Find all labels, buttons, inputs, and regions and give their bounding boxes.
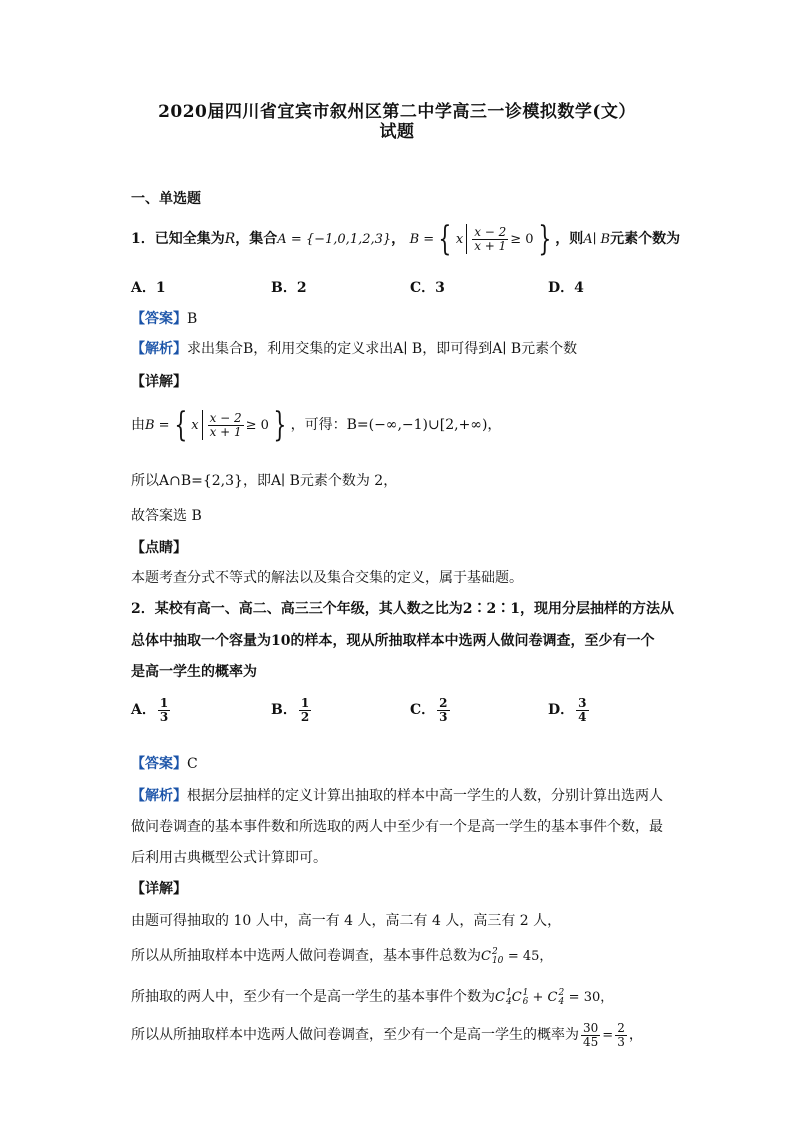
q2-detail-line2 (131, 945, 552, 966)
q2-option-b-label: B． (271, 702, 297, 719)
analysis-tag: 【解析】 (131, 788, 187, 804)
q1-then: ，则 (555, 231, 584, 247)
q2-b-num: 1 (300, 696, 310, 710)
q2-d3-math: = 30， (568, 990, 614, 1005)
q1-option-d: D．4 (548, 280, 584, 296)
q2-d4-den2: 3 (617, 1034, 625, 1049)
q2-option-d-label: D． (548, 702, 575, 719)
q1-answer (131, 308, 197, 328)
doc-title-line1: 2020届四川省宜宾市叙州区第二中学高三一诊模拟数学(文） (158, 102, 636, 122)
q1-detail-den: x + 1 (209, 424, 242, 439)
q2-d3-comb: C 1 4 C 1 6 + C 2 4 (495, 987, 565, 1007)
q2-answer (131, 753, 198, 773)
q2-detail-tag: 【详解】 (131, 881, 187, 897)
section-heading: 一、单选题 (131, 191, 201, 207)
q1-prefix: 1．已知全集为 (131, 231, 225, 247)
q2-analysis-line2: 做问卷调查的基本事件数和所选取的两人中至少有一个是高一学生的基本事件个数，最 (131, 819, 663, 835)
q2-d-num: 3 (578, 696, 587, 710)
q1-frac-den: x + 1 (474, 238, 507, 253)
q1-option-b: B．2 (271, 280, 307, 296)
q1-detail-from: 由 (131, 417, 145, 433)
q1-comment-tag: 【点睛】 (131, 540, 187, 556)
q1-B-lhs: B = (409, 232, 435, 247)
q1-comment: 本题考查分式不等式的解法以及集合交集的定义，属于基础题。 (131, 570, 523, 586)
q2-stem-line1: 2．某校有高一、高二、高三三个年级，其人数之比为2∶2∶1，现用分层抽样的方法从 (131, 601, 674, 617)
q2-option-c-label: C． (410, 702, 436, 719)
q1-detail-fraction (208, 412, 244, 438)
q2-d4-end: ， (628, 1027, 643, 1044)
q2-option-a-fraction (158, 697, 170, 723)
q1-detail-get: ，可得：B=(−∞,−1)∪[2,+∞)， (290, 417, 502, 433)
q1-answer-value: B (187, 311, 198, 327)
q2-d4-frac2 (615, 1022, 627, 1048)
q2-d2-comb: C 2 10 (481, 946, 504, 966)
q2-detail-line4 (131, 1022, 643, 1048)
q1-x: x (455, 232, 464, 247)
q2-detail-line1: 由题可得抽取的 10 人中，高一有 4 人，高二有 4 人，高三有 2 人， (131, 913, 562, 929)
q1-ge0: ≥ 0 (510, 232, 534, 247)
q1-option-a: A．1 (131, 280, 166, 296)
q1-detail-num: x − 2 (209, 410, 242, 425)
q2-d3-text: 所抽取的两人中，至少有一个是高一学生的基本事件个数为 (131, 989, 495, 1005)
q1-detail-ge0: ≥ 0 (245, 418, 269, 433)
right-brace-icon: } (537, 219, 551, 259)
q2-d4-num1: 30 (583, 1021, 599, 1035)
q2-d2-text: 所以从所抽取样本中选两人做问卷调查，基本事件总数为 (131, 948, 481, 964)
right-brace-icon: } (273, 405, 287, 445)
left-brace-icon: { (438, 219, 452, 259)
q1-frac-num: x − 2 (474, 224, 507, 239)
q1-detail-line2: 所以A∩B={2,3}，即A∣ B元素个数为 2， (131, 473, 398, 489)
q1-suffix: 元素个数为 (610, 231, 681, 247)
q2-d4-num2: 2 (617, 1021, 625, 1035)
q1-R: R (224, 231, 236, 247)
q1-option-c: C．3 (410, 280, 445, 296)
answer-tag: 【答案】 (131, 311, 187, 327)
q2-a-den: 3 (159, 709, 169, 724)
q1-detail-B: B = (145, 418, 170, 433)
q2-d-den: 4 (578, 709, 587, 724)
q2-analysis-line3: 后利用古典概型公式计算即可。 (131, 850, 327, 866)
q2-a-num: 1 (159, 696, 169, 710)
q1-detail-line3: 故答案选 B (131, 508, 202, 524)
q2-c-den: 3 (439, 709, 448, 724)
q1-analysis-text: 求出集合B，利用交集的定义求出A∣ B，即可得到A∣ B元素个数 (187, 341, 578, 357)
q2-option-b-fraction (299, 697, 311, 723)
q2-b-den: 2 (300, 709, 310, 724)
analysis-tag: 【解析】 (131, 341, 187, 357)
divider-bar (466, 224, 467, 254)
q1-A-def: A = {−1,0,1,2,3} (277, 232, 392, 247)
q2-d2-math: = 45， (507, 949, 553, 964)
q2-analysis-line1 (131, 785, 663, 805)
doc-title-line2: 试题 (379, 122, 415, 142)
q1-stem (131, 219, 681, 259)
q1-detail-x: x (191, 418, 199, 433)
q2-d4-frac1 (581, 1022, 600, 1048)
q1-detail-line1 (131, 405, 502, 445)
q2-option-d-fraction (576, 697, 588, 723)
q2-d4-eq: = (602, 1028, 614, 1044)
q2-stem-line3: 是高一学生的概率为 (131, 664, 257, 680)
q1-fraction (472, 226, 508, 252)
q1-comma: ， (391, 231, 406, 247)
q2-c-num: 2 (439, 696, 448, 710)
q2-stem-line2: 总体中抽取一个容量为10的样本，现从所抽取样本中选两人做问卷调查，至少有一个 (131, 633, 655, 649)
q2-option-c (410, 697, 452, 723)
q2-option-a-label: A． (131, 702, 156, 719)
q2-option-a (131, 697, 172, 723)
left-brace-icon: { (173, 405, 187, 445)
q2-d4-den1: 45 (583, 1034, 599, 1049)
q1-detail-tag: 【详解】 (131, 374, 187, 390)
q1-set-word: ，集合 (235, 231, 278, 247)
q2-analysis-text1: 根据分层抽样的定义计算出抽取的样本中高一学生的人数，分别计算出选两人 (187, 788, 663, 804)
q2-detail-line3 (131, 986, 613, 1007)
q2-option-b (271, 697, 313, 723)
q1-AB: A∣ B (583, 232, 611, 247)
q2-answer-value: C (187, 756, 198, 772)
q1-analysis (131, 338, 577, 358)
q2-option-c-fraction (437, 697, 449, 723)
q2-option-d (548, 697, 591, 723)
answer-tag: 【答案】 (131, 756, 187, 772)
divider-bar (202, 410, 203, 440)
q2-d4-text: 所以从所抽取样本中选两人做问卷调查，至少有一个是高一学生的概率为 (131, 1027, 579, 1044)
